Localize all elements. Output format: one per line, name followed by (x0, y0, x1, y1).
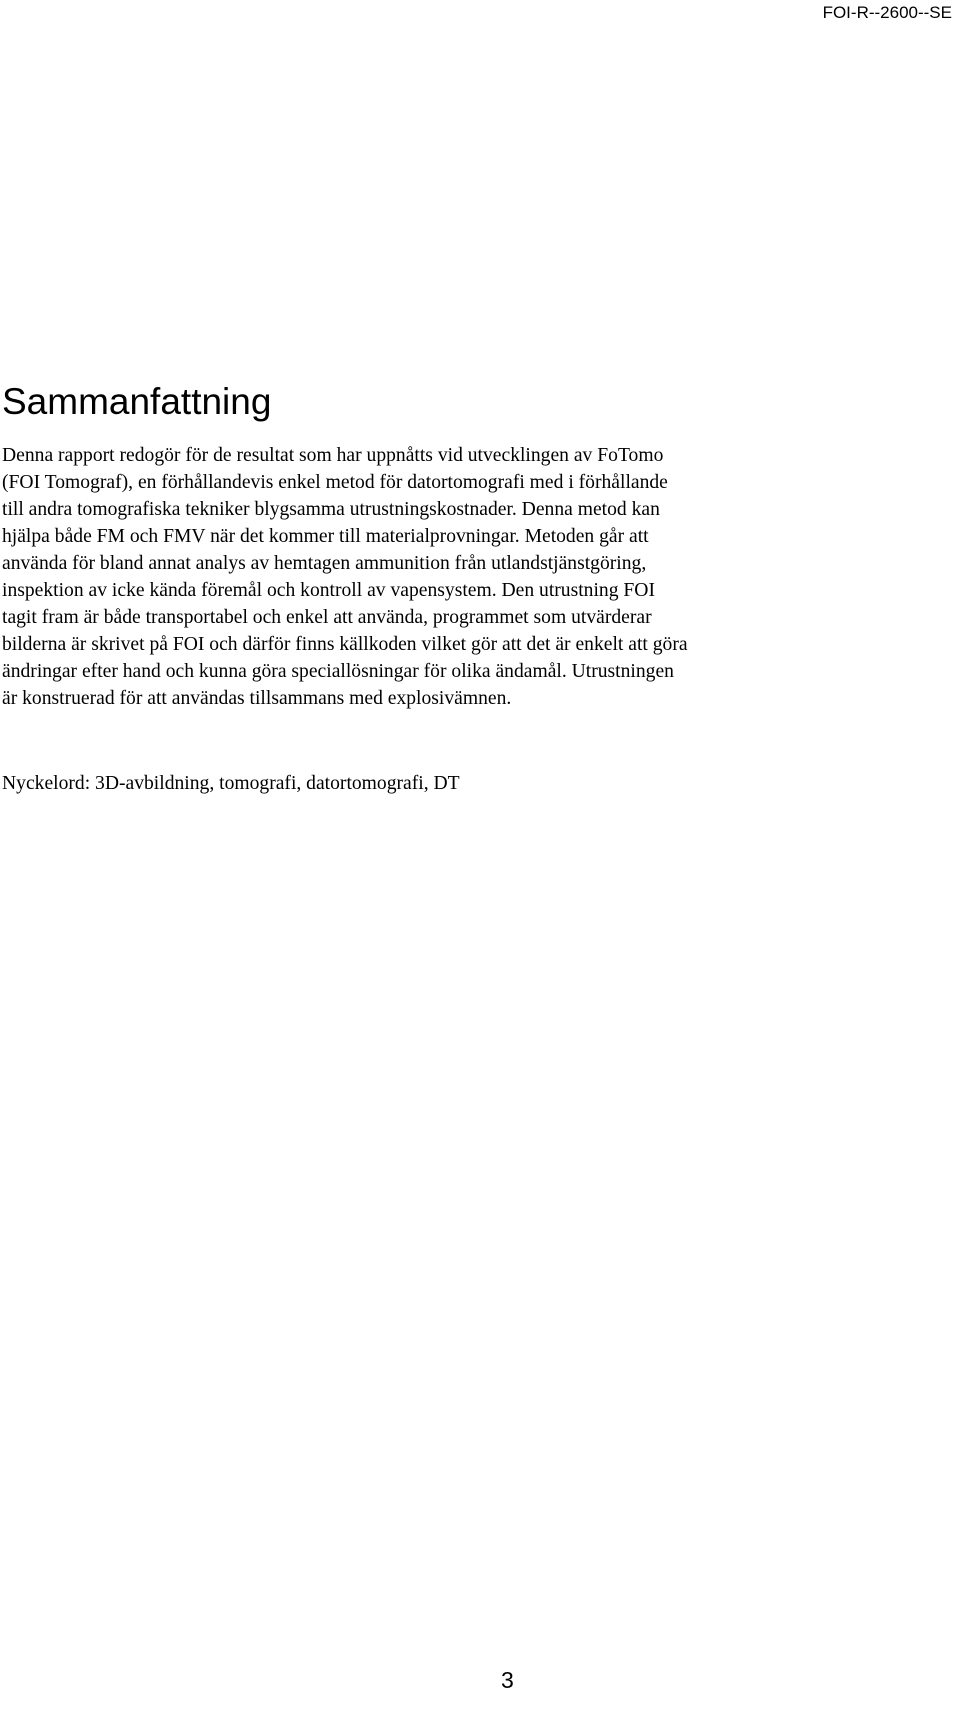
summary-paragraph (2, 442, 952, 712)
summary-line: (FOI Tomograf), en förhållandevis enkel metod för datortomografi med i förhållande (2, 472, 668, 493)
page-number: 3 (501, 1667, 514, 1693)
summary-line: är konstruerad för att användas tillsammans med explosivämnen. (2, 688, 512, 709)
summary-line: Denna rapport redogör för de resultat som har uppnåtts vid utvecklingen av FoTomo (2, 445, 664, 466)
summary-line: tagit fram är både transportabel och enkel att använda, programmet som utvärderar (2, 607, 652, 628)
summary-line: inspektion av icke kända föremål och kontroll av vapensystem. Den utrustning FOI (2, 580, 655, 601)
summary-line: ändringar efter hand och kunna göra speciallösningar för olika ändamål. Utrustningen (2, 661, 674, 682)
summary-line: bilderna är skrivet på FOI och därför finns källkoden vilket gör att det är enkelt att göra (2, 634, 688, 655)
report-id: FOI-R--2600--SE (822, 3, 952, 22)
page-title: Sammanfattning (2, 381, 272, 422)
keywords-line: Nyckelord: 3D-avbildning, tomografi, datortomografi, DT (2, 773, 460, 794)
summary-line: till andra tomografiska tekniker blygsamma utrustningskostnader. Denna metod kan (2, 499, 660, 520)
summary-line: hjälpa både FM och FMV när det kommer till materialprovningar. Metoden går att (2, 526, 649, 547)
summary-line: använda för bland annat analys av hemtagen ammunition från utlandstjänstgöring, (2, 553, 647, 574)
